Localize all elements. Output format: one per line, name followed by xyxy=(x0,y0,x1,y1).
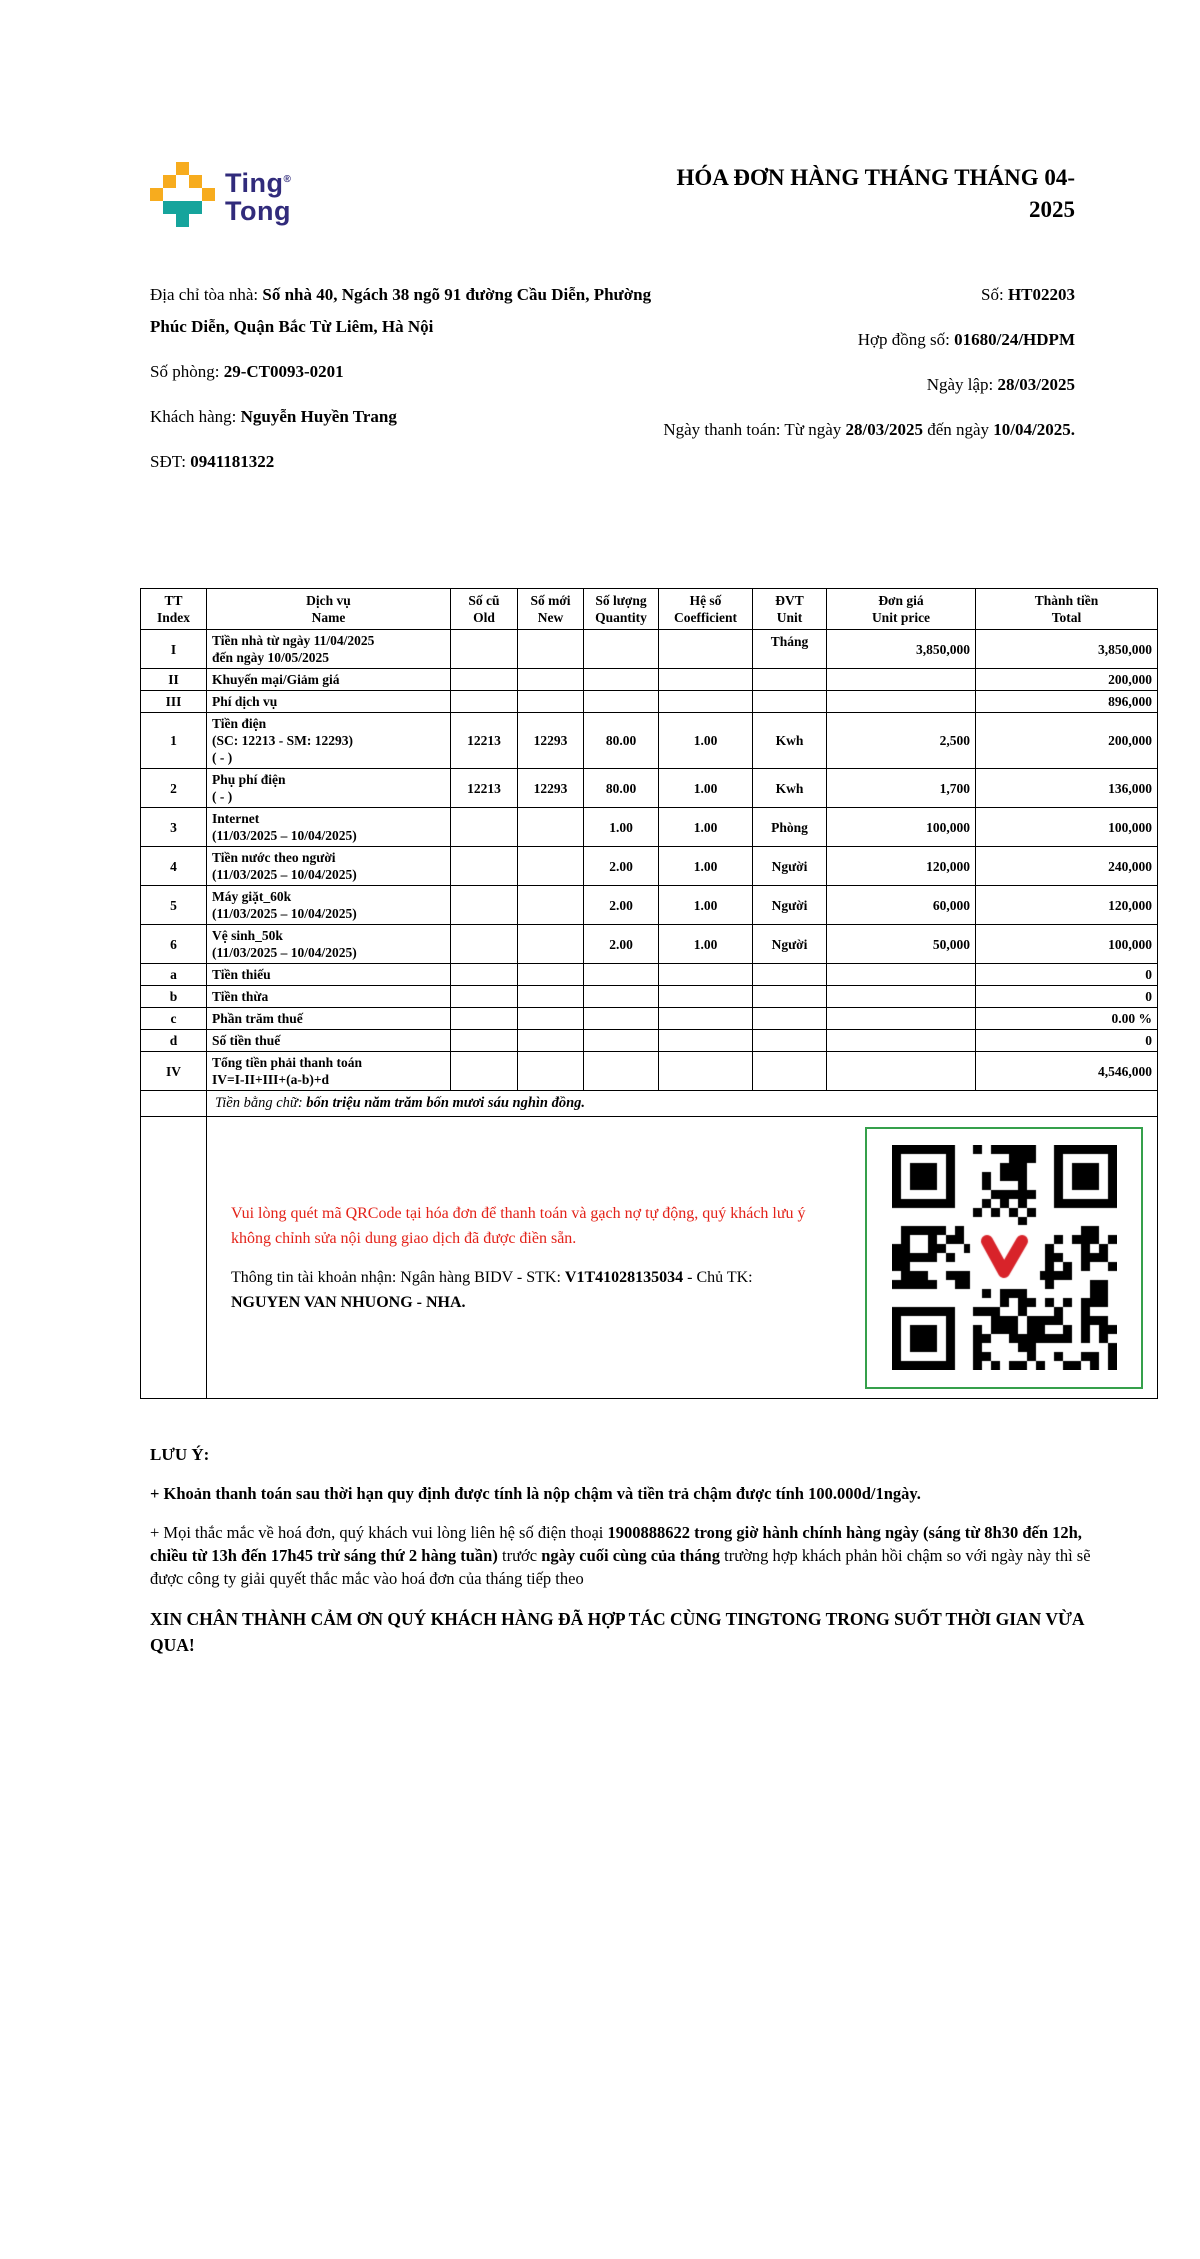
cell-total: 0.00 % xyxy=(976,1008,1158,1030)
invoice-info-section xyxy=(150,279,1075,491)
cell-index: IV xyxy=(141,1052,207,1091)
column-header: Số lượng Quantity xyxy=(584,589,659,630)
cell-coeff: 1.00 xyxy=(659,713,753,769)
cell-old xyxy=(451,925,518,964)
cell-price: 120,000 xyxy=(827,847,976,886)
cell-old xyxy=(451,1052,518,1091)
cell-service-name: Số tiền thuế xyxy=(207,1030,451,1052)
cell-old xyxy=(451,847,518,886)
cell-service-name: Phụ phí điện ( - ) xyxy=(207,769,451,808)
cell-coeff xyxy=(659,1030,753,1052)
cell-new xyxy=(518,886,584,925)
tingtong-logo xyxy=(150,162,291,227)
cell-old xyxy=(451,886,518,925)
table-row xyxy=(141,986,1158,1008)
cell-total: 200,000 xyxy=(976,713,1158,769)
cell-total: 896,000 xyxy=(976,691,1158,713)
cell-qty xyxy=(584,630,659,669)
cell-index: a xyxy=(141,964,207,986)
cell-coeff: 1.00 xyxy=(659,769,753,808)
cell-coeff xyxy=(659,669,753,691)
cell-unit: Người xyxy=(753,925,827,964)
cell-total: 200,000 xyxy=(976,669,1158,691)
cell-service-name: Máy giặt_60k (11/03/2025 – 10/04/2025) xyxy=(207,886,451,925)
payment-instructions xyxy=(231,1201,816,1315)
cell-new xyxy=(518,669,584,691)
cell-unit xyxy=(753,964,827,986)
cell-coeff: 1.00 xyxy=(659,886,753,925)
cell-price xyxy=(827,669,976,691)
cell-index: 3 xyxy=(141,808,207,847)
cell-price xyxy=(827,1008,976,1030)
cell-coeff xyxy=(659,964,753,986)
cell-unit xyxy=(753,1030,827,1052)
invoice-table-body xyxy=(141,630,1158,1399)
cell-service-name: Tiền thừa xyxy=(207,986,451,1008)
text-segment: Số phòng: xyxy=(150,362,224,381)
cell-old: 12213 xyxy=(451,713,518,769)
bank-account-info xyxy=(231,1265,816,1315)
table-row xyxy=(141,925,1158,964)
cell-index: 6 xyxy=(141,925,207,964)
text-segment: 01680/24/HDPM xyxy=(954,330,1075,349)
invoice-title xyxy=(677,162,1076,226)
text-segment: XIN CHÂN THÀNH CẢM ƠN QUÝ KHÁCH HÀNG ĐÃ HỢP TÁC CÙNG TINGTONG TRONG SUỐT THỜI GIAN VỪA QUA! xyxy=(150,1609,1084,1655)
cell-coeff: 1.00 xyxy=(659,847,753,886)
cell-qty: 2.00 xyxy=(584,847,659,886)
table-header-row xyxy=(141,589,1158,630)
table-row xyxy=(141,669,1158,691)
cell-total: 100,000 xyxy=(976,925,1158,964)
note-late-fee xyxy=(150,1482,1108,1505)
cell-service-name: Phí dịch vụ xyxy=(207,691,451,713)
cell-unit xyxy=(753,669,827,691)
room-number xyxy=(150,356,656,388)
closing-thanks xyxy=(150,1606,1108,1658)
text-segment: Số: xyxy=(981,285,1008,304)
cell-price xyxy=(827,964,976,986)
invoice-number xyxy=(656,279,1075,311)
text-segment: Thông tin tài khoản nhận: Ngân hàng BIDV - STK: xyxy=(231,1268,565,1286)
cell-old xyxy=(451,964,518,986)
cell-unit: Người xyxy=(753,886,827,925)
table-row xyxy=(141,1052,1158,1091)
cell-qty xyxy=(584,1030,659,1052)
cell-total: 0 xyxy=(976,1030,1158,1052)
note-contact xyxy=(150,1521,1108,1590)
amount-in-words xyxy=(207,1091,1158,1117)
cell-price xyxy=(827,691,976,713)
cell-service-name: Vệ sinh_50k (11/03/2025 – 10/04/2025) xyxy=(207,925,451,964)
customer-name xyxy=(150,401,656,433)
cell-index: 1 xyxy=(141,713,207,769)
cell-index: III xyxy=(141,691,207,713)
cell-index: II xyxy=(141,669,207,691)
table-row xyxy=(141,1030,1158,1052)
column-header: Số cũ Old xyxy=(451,589,518,630)
cell-new xyxy=(518,808,584,847)
notes-heading: LƯU Ý: xyxy=(150,1445,210,1464)
column-header: Hệ số Coefficient xyxy=(659,589,753,630)
qr-instruction-text: Vui lòng quét mã QRCode tại hóa đơn để thanh toán và gạch nợ tự động, quý khách lưu ý không chỉnh sửa nội dung giao dịch đã được điền sẵn. xyxy=(231,1204,806,1247)
cell-coeff: 1.00 xyxy=(659,925,753,964)
cell-new xyxy=(518,630,584,669)
text-segment: 1900888622 trong giờ hành chính hàng ngày (sáng từ 8h30 đến 12h, chiều từ 13h đến 17h45 trừ sáng thứ 2 hàng tuần) xyxy=(150,1523,1082,1565)
cell-qty xyxy=(584,964,659,986)
table-row xyxy=(141,713,1158,769)
cell-price: 3,850,000 xyxy=(827,630,976,669)
cell-total: 120,000 xyxy=(976,886,1158,925)
text-segment: Ngày thanh toán: Từ ngày xyxy=(663,420,846,439)
cell-total: 0 xyxy=(976,986,1158,1008)
cell-coeff xyxy=(659,691,753,713)
cell-index: b xyxy=(141,986,207,1008)
cell-qty xyxy=(584,669,659,691)
cell-qty: 2.00 xyxy=(584,925,659,964)
cell-unit: Phòng xyxy=(753,808,827,847)
cell-new xyxy=(518,1052,584,1091)
text-segment: - Chủ TK: xyxy=(683,1268,753,1286)
cell-service-name: Tiền thiếu xyxy=(207,964,451,986)
cell-unit xyxy=(753,1052,827,1091)
cell-new xyxy=(518,1030,584,1052)
cell-qty xyxy=(584,1052,659,1091)
cell-unit xyxy=(753,1008,827,1030)
cell-new xyxy=(518,847,584,886)
text-segment: Địa chỉ tòa nhà: xyxy=(150,285,263,304)
tingtong-logo-icon xyxy=(150,162,215,227)
text-segment: HT02203 xyxy=(1007,285,1075,304)
cell-service-name: Phần trăm thuế xyxy=(207,1008,451,1030)
text-segment: Nguyễn Huyền Trang xyxy=(240,407,397,426)
text-segment: Số nhà 40, Ngách 38 ngõ 91 đường Cầu Diễn, Phường Phúc Diễn, Quận Bắc Từ Liêm, Hà Nội xyxy=(150,285,652,336)
cell-old xyxy=(451,1030,518,1052)
cell-unit: Kwh xyxy=(753,713,827,769)
text-segment: + Khoản thanh toán sau thời hạn quy định được tính là nộp chậm và tiền trả chậm được tính 100.000d/1ngày. xyxy=(150,1484,921,1503)
cell-index: 2 xyxy=(141,769,207,808)
cell-old: 12213 xyxy=(451,769,518,808)
cell-index: d xyxy=(141,1030,207,1052)
cell-qty xyxy=(584,1008,659,1030)
cell-qty: 1.00 xyxy=(584,808,659,847)
cell-service-name: Internet (11/03/2025 – 10/04/2025) xyxy=(207,808,451,847)
qr-row xyxy=(141,1117,1158,1399)
column-header: Đơn giá Unit price xyxy=(827,589,976,630)
customer-phone xyxy=(150,446,656,478)
cell-unit: Tháng xyxy=(753,630,827,669)
cell-unit xyxy=(753,691,827,713)
invoice-notes xyxy=(150,1443,1108,1658)
text-segment: Ngày lập: xyxy=(926,375,998,394)
table-row xyxy=(141,630,1158,669)
invoice-table xyxy=(140,588,1158,1399)
cell-old xyxy=(451,669,518,691)
cell-coeff xyxy=(659,1052,753,1091)
cell-qty: 2.00 xyxy=(584,886,659,925)
cell-service-name: Khuyến mại/Giảm giá xyxy=(207,669,451,691)
cell-service-name: Tiền nước theo người (11/03/2025 – 10/04/2025) xyxy=(207,847,451,886)
cell-index: 4 xyxy=(141,847,207,886)
text-segment: 28/03/2025 xyxy=(845,420,923,439)
text-segment: đến ngày xyxy=(922,420,994,439)
text-segment: trường hợp khách phản hồi chậm so với ngày này thì sẽ được công ty giải quyết thắc mắc vào hoá đơn của tháng tiếp theo xyxy=(150,1546,1091,1588)
invoice-header xyxy=(150,162,1075,227)
cell-coeff xyxy=(659,1008,753,1030)
brand-name xyxy=(225,166,291,225)
cell-old xyxy=(451,691,518,713)
cell-price xyxy=(827,1030,976,1052)
qr-code xyxy=(865,1127,1143,1389)
cell-qty xyxy=(584,691,659,713)
text-segment: + Mọi thắc mắc về hoá đơn, quý khách vui lòng liên hệ số điện thoại xyxy=(150,1523,608,1542)
payment-cell xyxy=(207,1117,1158,1399)
cell-price: 100,000 xyxy=(827,808,976,847)
invoice-title-line1: HÓA ĐƠN HÀNG THÁNG THÁNG 04- xyxy=(676,165,1075,190)
text-segment: V1T41028135034 xyxy=(564,1268,684,1286)
issue-date xyxy=(656,369,1075,401)
amount-in-words-label: Tiền bằng chữ: xyxy=(215,1095,307,1111)
qr-code-canvas xyxy=(892,1145,1117,1370)
cell-coeff: 1.00 xyxy=(659,808,753,847)
invoice-title-line2: 2025 xyxy=(1029,197,1075,222)
cell-index: 5 xyxy=(141,886,207,925)
cell-total: 100,000 xyxy=(976,808,1158,847)
column-header: ĐVT Unit xyxy=(753,589,827,630)
cell-price xyxy=(827,1052,976,1091)
cell-price: 1,700 xyxy=(827,769,976,808)
contract-number xyxy=(656,324,1075,356)
payment-period xyxy=(656,414,1075,446)
cell-new xyxy=(518,925,584,964)
cell-new xyxy=(518,691,584,713)
cell-new xyxy=(518,1008,584,1030)
cell-coeff xyxy=(659,986,753,1008)
cell-qty: 80.00 xyxy=(584,713,659,769)
column-header: Dịch vụ Name xyxy=(207,589,451,630)
table-row xyxy=(141,691,1158,713)
text-segment: ngày cuối cùng của tháng xyxy=(541,1546,720,1565)
cell-new: 12293 xyxy=(518,713,584,769)
cell-qty: 80.00 xyxy=(584,769,659,808)
table-row xyxy=(141,964,1158,986)
amount-in-words-row xyxy=(141,1091,1158,1117)
building-address xyxy=(150,279,656,343)
cell-total: 136,000 xyxy=(976,769,1158,808)
table-row xyxy=(141,886,1158,925)
cell-price: 60,000 xyxy=(827,886,976,925)
cell-unit: Kwh xyxy=(753,769,827,808)
cell-price: 2,500 xyxy=(827,713,976,769)
column-header: Thành tiền Total xyxy=(976,589,1158,630)
cell-index: c xyxy=(141,1008,207,1030)
cell-price: 50,000 xyxy=(827,925,976,964)
cell-service-name: Tiền điện (SC: 12213 - SM: 12293) ( - ) xyxy=(207,713,451,769)
registered-mark: ® xyxy=(283,174,292,185)
text-segment: 28/03/2025 xyxy=(997,375,1075,394)
invoice-meta xyxy=(656,279,1075,491)
empty-cell xyxy=(141,1117,207,1399)
text-segment: 0941181322 xyxy=(190,452,275,471)
cell-unit: Người xyxy=(753,847,827,886)
cell-total: 3,850,000 xyxy=(976,630,1158,669)
cell-new: 12293 xyxy=(518,769,584,808)
text-segment: 29-CT0093-0201 xyxy=(223,362,344,381)
brand-name-line1: Ting xyxy=(225,168,284,198)
cell-coeff xyxy=(659,630,753,669)
text-segment: Hợp đồng số: xyxy=(857,330,955,349)
cell-old xyxy=(451,808,518,847)
cell-total: 4,546,000 xyxy=(976,1052,1158,1091)
cell-old xyxy=(451,630,518,669)
text-segment: NGUYEN VAN NHUONG - NHA. xyxy=(231,1293,466,1311)
text-segment: Khách hàng: xyxy=(150,407,241,426)
cell-unit xyxy=(753,986,827,1008)
text-segment: SĐT: xyxy=(150,452,191,471)
table-row xyxy=(141,1008,1158,1030)
text-segment: 10/04/2025. xyxy=(993,420,1075,439)
cell-price xyxy=(827,986,976,1008)
table-row xyxy=(141,769,1158,808)
empty-cell xyxy=(141,1091,207,1117)
column-header: Số mới New xyxy=(518,589,584,630)
cell-index: I xyxy=(141,630,207,669)
cell-new xyxy=(518,964,584,986)
cell-service-name: Tiền nhà từ ngày 11/04/2025 đến ngày 10/05/2025 xyxy=(207,630,451,669)
cell-qty xyxy=(584,986,659,1008)
cell-total: 0 xyxy=(976,964,1158,986)
cell-old xyxy=(451,1008,518,1030)
cell-old xyxy=(451,986,518,1008)
cell-total: 240,000 xyxy=(976,847,1158,886)
text-segment: trước xyxy=(497,1546,542,1565)
cell-service-name: Tổng tiền phải thanh toán IV=I-II+III+(a-b)+d xyxy=(207,1052,451,1091)
table-row xyxy=(141,808,1158,847)
table-row xyxy=(141,847,1158,886)
column-header: TT Index xyxy=(141,589,207,630)
amount-in-words-value: bốn triệu năm trăm bốn mươi sáu nghìn đồng. xyxy=(306,1095,586,1111)
cell-new xyxy=(518,986,584,1008)
customer-info xyxy=(150,279,656,491)
brand-name-line2: Tong xyxy=(225,196,291,226)
